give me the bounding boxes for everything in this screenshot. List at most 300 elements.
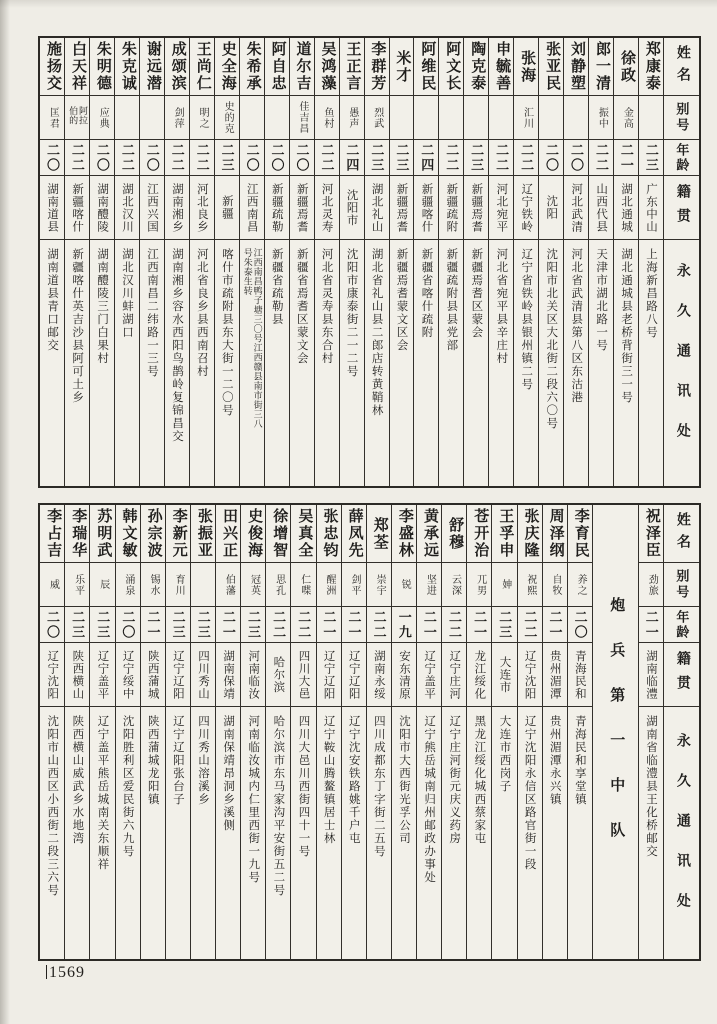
- header-origin-cell: [664, 176, 699, 240]
- person-address: 新疆疏附县县党部: [445, 248, 458, 352]
- address-cell: [392, 707, 416, 959]
- alias-cell: [390, 96, 414, 140]
- person-address: 新疆省焉耆区蒙文会: [295, 248, 308, 365]
- age-cell: [340, 140, 364, 176]
- person-alias: 妽: [499, 579, 511, 590]
- address-cell: [417, 707, 441, 959]
- person-alias: 匡君: [47, 106, 59, 129]
- person-age: 二一: [472, 609, 488, 640]
- age-cell: [639, 140, 663, 176]
- person-origin: 辽宁沈阳: [523, 649, 536, 700]
- person-origin: 新疆疏附: [445, 182, 458, 233]
- person-address: 青海民和享堂镇: [573, 715, 586, 806]
- roster-table-top: [38, 36, 701, 488]
- roster-person-column: [638, 38, 663, 486]
- origin-cell: [543, 643, 567, 707]
- person-age: 二一: [321, 609, 337, 640]
- page-number: 1569: [46, 964, 85, 982]
- header-column: [663, 38, 699, 486]
- person-name: 陶克泰: [469, 41, 486, 92]
- person-origin: 河北灵寿: [320, 182, 333, 233]
- person-name: 舒穆: [447, 516, 464, 551]
- alias-cell: [492, 563, 516, 607]
- person-name: 张忠钧: [321, 508, 338, 559]
- person-name: 徐政: [618, 49, 635, 84]
- person-age: 二〇: [544, 142, 560, 173]
- person-name: 张亚民: [544, 41, 561, 92]
- person-name: 阿文长: [444, 41, 461, 92]
- person-origin: 江西兴国: [145, 182, 158, 233]
- origin-cell: [414, 176, 438, 240]
- person-origin: 四川大邑: [297, 649, 310, 700]
- person-name: 道尔吉: [294, 41, 311, 92]
- person-address: 辽宁辽阳张台子: [171, 715, 184, 806]
- address-cell: [190, 240, 214, 486]
- person-age: 二三: [219, 142, 235, 173]
- person-origin: 辽宁沈阳: [46, 649, 59, 700]
- name-cell: [90, 38, 114, 96]
- person-name: 孙宗波: [145, 508, 162, 559]
- person-age: 二三: [643, 142, 659, 173]
- person-address: 辽宁熊岳城南归州邮政办事处: [423, 715, 436, 884]
- roster-person-column: [517, 505, 542, 959]
- person-alias: 锐: [399, 579, 411, 590]
- origin-cell: [417, 643, 441, 707]
- person-name: 史全海: [219, 41, 236, 92]
- alias-cell: [564, 96, 588, 140]
- person-address: 湖北省礼山县二郎店转黄鞘林: [370, 248, 383, 417]
- person-address: 辽宁省铁岭县银州镇二号: [520, 248, 533, 391]
- name-cell: [639, 505, 663, 563]
- alias-cell: [614, 96, 638, 140]
- roster-person-column: [289, 38, 314, 486]
- person-origin: 河北武清: [570, 182, 583, 233]
- roster-person-column: [265, 505, 290, 959]
- alias-cell: [265, 96, 289, 140]
- alias-cell: [589, 96, 613, 140]
- name-cell: [489, 38, 513, 96]
- roster-person-column: [164, 38, 189, 486]
- origin-cell: [467, 643, 491, 707]
- roster-person-column: [40, 38, 64, 486]
- person-age: 二〇: [144, 142, 160, 173]
- alias-cell: [417, 563, 441, 607]
- name-cell: [315, 38, 339, 96]
- person-age: 二四: [344, 142, 360, 173]
- address-cell: [241, 707, 265, 959]
- address-cell: [317, 707, 341, 959]
- person-age: 二二: [447, 609, 462, 640]
- alias-cell: [365, 96, 389, 140]
- roster-person-column: [314, 38, 339, 486]
- address-cell: [65, 240, 89, 486]
- person-alias: 涌泉: [122, 573, 134, 596]
- roster-person-column: [214, 38, 239, 486]
- name-cell: [166, 505, 190, 563]
- person-name: 郎一清: [593, 41, 610, 92]
- person-origin: 湖北礼山: [370, 182, 383, 233]
- person-alias: 明之: [197, 106, 209, 129]
- origin-cell: [392, 643, 416, 707]
- person-age: 二二: [494, 142, 510, 173]
- address-cell: [266, 707, 290, 959]
- age-cell: [65, 607, 89, 643]
- person-alias: 阿拉伯的: [68, 105, 88, 125]
- person-name: 张庆隆: [522, 508, 539, 559]
- address-cell: [342, 707, 366, 959]
- address-cell: [340, 240, 364, 486]
- name-cell: [367, 505, 391, 563]
- address-cell: [215, 240, 239, 486]
- person-age: 二一: [145, 609, 161, 640]
- origin-cell: [489, 176, 513, 240]
- person-name: 黄承远: [421, 508, 438, 559]
- person-name: 成颂滨: [169, 41, 186, 92]
- person-age: 二〇: [294, 142, 310, 173]
- age-cell: [492, 607, 516, 643]
- person-origin: 新疆疏勒: [270, 182, 283, 233]
- person-alias: 仁喋: [298, 573, 310, 596]
- roster-person-column: [115, 505, 140, 959]
- person-age: 二〇: [244, 142, 260, 173]
- person-name: 阿自忠: [269, 41, 286, 92]
- roster-person-column: [190, 505, 215, 959]
- person-address: 黑龙江绥化城西蔡家屯: [473, 715, 486, 845]
- person-name: 张振亚: [195, 508, 212, 559]
- address-cell: [265, 240, 289, 486]
- origin-cell: [342, 643, 366, 707]
- person-alias: 应典: [97, 106, 109, 129]
- person-address: 天津市湖北路一号: [595, 248, 608, 352]
- alias-cell: [240, 96, 264, 140]
- age-cell: [141, 607, 165, 643]
- age-cell: [265, 140, 289, 176]
- header-name-label: 姓名: [674, 44, 690, 89]
- person-name: 郑荃: [371, 516, 388, 551]
- address-cell: [291, 707, 315, 959]
- name-cell: [266, 505, 290, 563]
- address-cell: [514, 240, 538, 486]
- person-origin: 辽宁盖平: [423, 649, 436, 700]
- person-origin: 四川秀山: [196, 649, 209, 700]
- name-cell: [539, 38, 563, 96]
- origin-cell: [291, 643, 315, 707]
- alias-cell: [467, 563, 491, 607]
- origin-cell: [317, 643, 341, 707]
- person-name: 周泽纲: [547, 508, 564, 559]
- person-origin: 山西代县: [595, 182, 608, 233]
- person-address: 新疆喀什英吉沙县阿可土乡: [71, 248, 84, 404]
- person-address: 上海新昌路八号: [645, 248, 658, 339]
- person-age: 二二: [169, 142, 185, 173]
- person-alias: 威: [47, 579, 59, 590]
- age-cell: [40, 140, 64, 176]
- person-address: 陕西横山威武乡水地湾: [71, 715, 84, 845]
- name-cell: [141, 505, 165, 563]
- origin-cell: [40, 643, 64, 707]
- person-address: 辽宁庄河街元庆义药房: [448, 715, 461, 845]
- origin-cell: [365, 176, 389, 240]
- name-cell: [464, 38, 488, 96]
- person-origin: 青海民和: [573, 649, 586, 700]
- age-cell: [518, 607, 542, 643]
- age-cell: [140, 140, 164, 176]
- header-alias-label: 别号: [674, 101, 690, 134]
- age-cell: [439, 140, 463, 176]
- person-origin: 湖南道县: [46, 182, 59, 233]
- header-age-label: 年龄: [674, 142, 690, 173]
- age-cell: [417, 607, 441, 643]
- header-age-cell: [664, 140, 699, 176]
- roster-person-column: [416, 505, 441, 959]
- origin-cell: [266, 643, 290, 707]
- alias-cell: [439, 96, 463, 140]
- age-cell: [216, 607, 240, 643]
- roster-person-column: [114, 38, 139, 486]
- address-cell: [589, 240, 613, 486]
- person-age: 二〇: [568, 142, 584, 173]
- name-cell: [116, 505, 140, 563]
- alias-cell: [290, 96, 314, 140]
- person-alias: 汇川: [521, 106, 533, 129]
- name-cell: [543, 505, 567, 563]
- person-age: 二二: [371, 609, 387, 640]
- age-cell: [241, 607, 265, 643]
- roster-person-column: [588, 38, 613, 486]
- name-cell: [40, 505, 64, 563]
- address-cell: [564, 240, 588, 486]
- person-address: 辽宁盖平熊岳城南关东顺祥: [96, 715, 109, 871]
- person-name: 朱明德: [94, 41, 111, 92]
- person-origin: 哈尔滨: [272, 655, 285, 694]
- age-cell: [215, 140, 239, 176]
- age-cell: [315, 140, 339, 176]
- address-cell: [191, 707, 215, 959]
- header-address-cell: [664, 707, 699, 959]
- person-alias: 坚进: [424, 573, 436, 596]
- person-origin: 新疆焉耆: [295, 182, 308, 233]
- person-alias: 醒洲: [323, 573, 335, 596]
- address-cell: [614, 240, 638, 486]
- person-alias: 伯藩: [223, 573, 235, 596]
- age-cell: [564, 140, 588, 176]
- origin-cell: [65, 176, 89, 240]
- person-address: 沈阳市大西街光孚公司: [397, 715, 410, 845]
- origin-cell: [65, 643, 89, 707]
- person-alias: 冠英: [248, 573, 260, 596]
- person-name: 史俊海: [246, 508, 263, 559]
- address-cell: [464, 240, 488, 486]
- person-name: 王正言: [344, 41, 361, 92]
- header-origin-label: 籍贯: [674, 183, 690, 232]
- age-cell: [614, 140, 638, 176]
- roster-person-column: [389, 38, 414, 486]
- address-cell: [518, 707, 542, 959]
- address-cell: [539, 240, 563, 486]
- person-alias: 兀男: [474, 573, 486, 596]
- name-cell: [392, 505, 416, 563]
- person-name: 薛凤先: [346, 508, 363, 559]
- person-address: 湖南省临澧县王化桥邮交: [644, 715, 657, 858]
- alias-cell: [367, 563, 391, 607]
- roster-person-column: [613, 38, 638, 486]
- person-address: 河北省宛平县辛庄村: [495, 248, 508, 365]
- age-cell: [290, 140, 314, 176]
- roster-person-column: [139, 38, 164, 486]
- person-name: 阿维民: [419, 41, 436, 92]
- person-alias: 史的克: [222, 101, 234, 134]
- header-name-label: 姓名: [674, 511, 690, 556]
- person-name: 刘静塑: [569, 41, 586, 92]
- age-cell: [464, 140, 488, 176]
- person-name: 徐增智: [271, 508, 288, 559]
- address-cell: [40, 707, 64, 959]
- person-age: 二〇: [45, 609, 60, 640]
- person-age: 二〇: [120, 609, 136, 640]
- person-address: 大连市西岗子: [498, 715, 511, 793]
- header-alias-cell: [664, 563, 699, 607]
- alias-cell: [291, 563, 315, 607]
- section-divider-label: 炮兵第一中队: [608, 597, 625, 867]
- name-cell: [340, 38, 364, 96]
- roster-person-column: [215, 505, 240, 959]
- age-cell: [166, 607, 190, 643]
- person-age: 二二: [296, 609, 312, 640]
- header-address-label: 永久通讯处: [674, 733, 690, 933]
- origin-cell: [390, 176, 414, 240]
- alias-cell: [241, 563, 265, 607]
- alias-cell: [539, 96, 563, 140]
- alias-cell: [116, 563, 140, 607]
- person-name: 李瑞华: [70, 508, 87, 559]
- header-name-cell: [664, 38, 699, 96]
- origin-cell: [140, 176, 164, 240]
- name-cell: [190, 38, 214, 96]
- address-cell: [365, 240, 389, 486]
- name-cell: [165, 38, 189, 96]
- origin-cell: [439, 176, 463, 240]
- name-cell: [90, 505, 114, 563]
- age-cell: [191, 607, 215, 643]
- person-alias: 乐平: [72, 573, 84, 596]
- origin-cell: [116, 643, 140, 707]
- origin-cell: [191, 643, 215, 707]
- origin-cell: [141, 643, 165, 707]
- age-cell: [489, 140, 513, 176]
- name-cell: [467, 505, 491, 563]
- alias-cell: [140, 96, 164, 140]
- alias-cell: [190, 96, 214, 140]
- person-origin: 湖北汉川: [121, 182, 134, 233]
- person-age: 二一: [643, 609, 659, 640]
- person-address: 辽宁沈安铁路姚千户屯: [347, 715, 360, 845]
- person-origin: 沈阳: [545, 195, 558, 220]
- person-name: 李盛林: [396, 508, 413, 559]
- alias-cell: [166, 563, 190, 607]
- person-age: 二一: [421, 609, 437, 640]
- roster-person-column: [240, 505, 265, 959]
- origin-cell: [464, 176, 488, 240]
- person-age: 二三: [469, 142, 485, 173]
- age-cell: [568, 607, 592, 643]
- age-cell: [65, 140, 89, 176]
- address-cell: [492, 707, 516, 959]
- address-cell: [390, 240, 414, 486]
- address-cell: [315, 240, 339, 486]
- origin-cell: [564, 176, 588, 240]
- roster-person-column: [316, 505, 341, 959]
- alias-cell: [65, 96, 89, 140]
- alias-cell: [40, 563, 64, 607]
- person-address: 湖南道县青口邮交: [46, 248, 59, 352]
- header-age-cell: [664, 607, 699, 643]
- origin-cell: [290, 176, 314, 240]
- person-age: 二〇: [44, 142, 60, 173]
- age-cell: [467, 607, 491, 643]
- person-age: 二三: [95, 609, 111, 640]
- alias-cell: [342, 563, 366, 607]
- person-origin: 湖南醴陵: [96, 182, 109, 233]
- alias-cell: [65, 563, 89, 607]
- person-address: 湖南醴陵三门白果村: [96, 248, 109, 365]
- person-origin: 辽宁辽阳: [171, 649, 184, 700]
- person-origin: 江西南昌: [245, 182, 258, 233]
- person-age: 二四: [419, 142, 435, 173]
- person-name: 白天祥: [69, 41, 86, 92]
- alias-cell: [489, 96, 513, 140]
- address-cell: [40, 240, 64, 486]
- roster-person-column: [165, 505, 190, 959]
- person-origin: 新疆喀什: [71, 182, 84, 233]
- address-cell: [639, 707, 663, 959]
- address-cell: [290, 240, 314, 486]
- alias-cell: [514, 96, 538, 140]
- address-cell: [367, 707, 391, 959]
- header-name-cell: [664, 505, 699, 563]
- person-name: 李占吉: [45, 508, 62, 559]
- age-cell: [342, 607, 366, 643]
- name-cell: [564, 38, 588, 96]
- address-cell: [489, 240, 513, 486]
- person-origin: 新疆: [220, 195, 233, 220]
- origin-cell: [166, 643, 190, 707]
- address-cell: [166, 707, 190, 959]
- person-alias: 鱼村: [321, 106, 333, 129]
- person-age: 二三: [195, 609, 211, 640]
- origin-cell: [539, 176, 563, 240]
- person-alias: 剑平: [348, 573, 360, 596]
- age-cell: [543, 607, 567, 643]
- header-address-label: 永久通讯处: [674, 263, 690, 463]
- person-name: 王尚仁: [194, 41, 211, 92]
- name-cell: [240, 38, 264, 96]
- roster-person-column: [513, 38, 538, 486]
- age-cell: [240, 140, 264, 176]
- person-name: 李群芳: [369, 41, 386, 92]
- header-age-label: 年龄: [674, 609, 690, 640]
- person-alias: 佳吉昌: [296, 101, 308, 134]
- alias-cell: [90, 563, 114, 607]
- origin-cell: [215, 176, 239, 240]
- origin-cell: [614, 176, 638, 240]
- roster-person-column: [441, 505, 466, 959]
- roster-person-column: [89, 38, 114, 486]
- address-cell: [141, 707, 165, 959]
- person-address: 喀什市疏附县东大街一二〇号: [220, 248, 233, 417]
- age-cell: [589, 140, 613, 176]
- roster-person-column: [567, 505, 592, 959]
- roster-person-column: [438, 38, 463, 486]
